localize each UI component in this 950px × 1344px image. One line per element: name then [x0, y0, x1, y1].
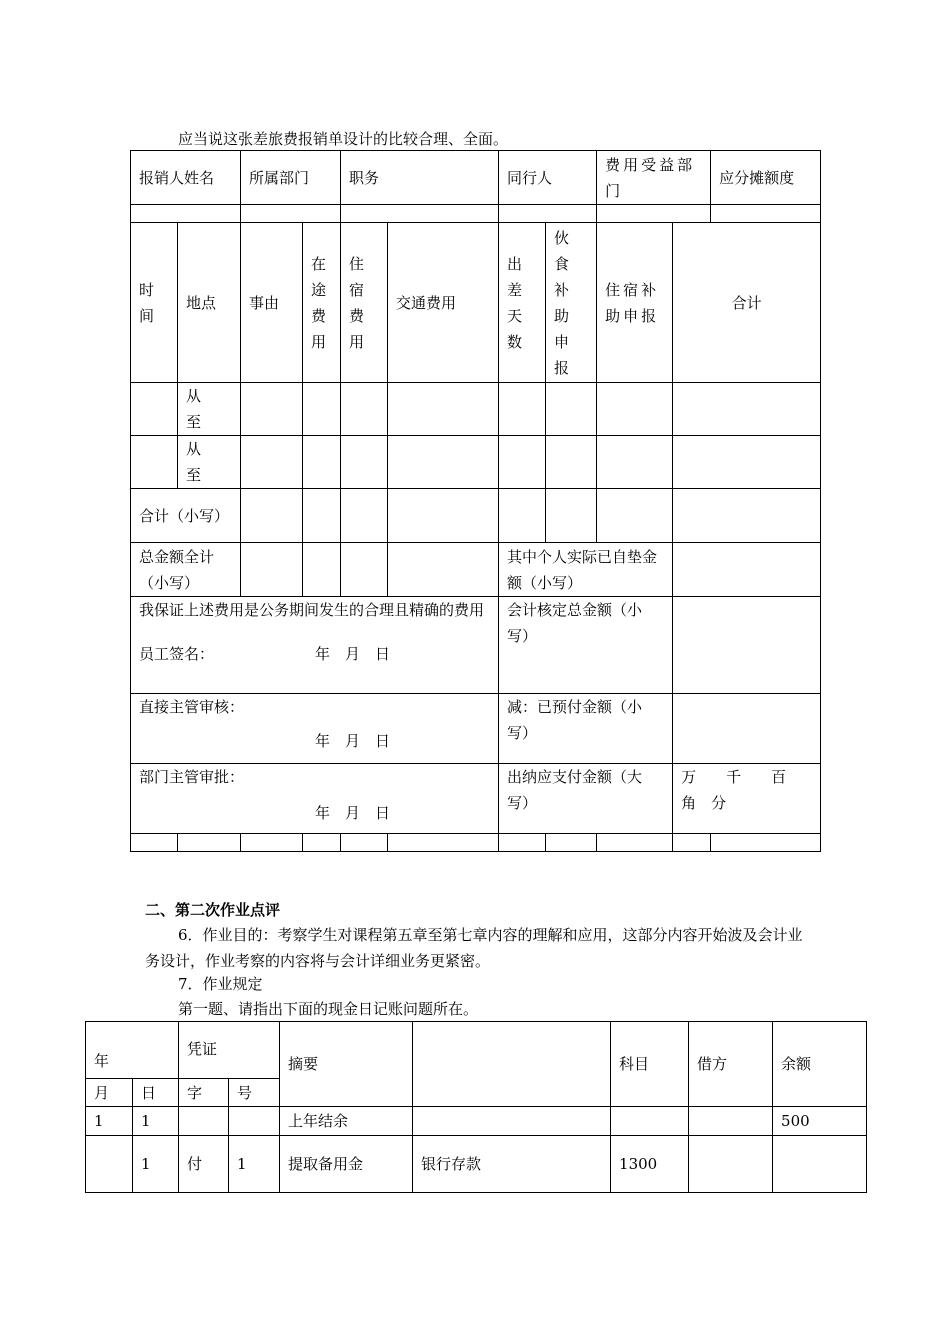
trip2-transport[interactable]	[388, 436, 499, 489]
lh-summary: 摘要	[280, 1022, 413, 1107]
trip1-to: 至	[186, 413, 202, 431]
foot-cell	[711, 834, 821, 852]
c-reason: 事由	[241, 223, 303, 383]
r1-month: 1	[86, 1107, 133, 1136]
r2-num: 1	[229, 1136, 280, 1193]
trip1-days[interactable]	[499, 383, 546, 436]
trip2-from: 从	[186, 440, 202, 458]
section2-p7: 7．作业规定	[178, 975, 263, 993]
sub-lodge-allow[interactable]	[597, 489, 673, 543]
c-lodging-text: 住宿费用	[349, 254, 365, 351]
cashier-units: 万 千 百 角 分	[673, 764, 821, 834]
lh-num: 号	[229, 1079, 280, 1107]
val-position[interactable]	[341, 205, 499, 223]
r1-debit	[689, 1107, 773, 1136]
pledge-text: 我保证上述费用是公务期间发生的合理且精确的费用	[139, 601, 485, 619]
r2-day: 1	[133, 1136, 179, 1193]
foot-cell	[131, 834, 178, 852]
c-meal	[546, 223, 597, 383]
trip1-transit[interactable]	[303, 383, 341, 436]
foot-cell	[673, 834, 711, 852]
h-beneficiary: 费用受益部门	[597, 151, 711, 205]
foot-cell	[178, 834, 241, 852]
c-transport: 交通费用	[388, 223, 499, 383]
expense-form-table	[130, 150, 821, 852]
c-time	[131, 223, 178, 383]
supervisor-label: 直接主管审核：	[139, 698, 245, 716]
trip2-time[interactable]	[131, 436, 178, 489]
sub-days[interactable]	[499, 489, 546, 543]
c-lodge-allow: 住宿补助申报	[597, 223, 673, 383]
section2-q1: 第一题、请指出下面的现金日记账问题所在。	[178, 1000, 479, 1018]
trip1-total[interactable]	[673, 383, 821, 436]
c-days	[499, 223, 546, 383]
dept-head-date: 年 月 日	[315, 804, 391, 822]
trip1-lodge-allow[interactable]	[597, 383, 673, 436]
section2-p6: 6．作业目的：考察学生对课程第五章至第七章内容的理解和应用，这部分内容开始波及会计业务设计，作业考察的内容将与会计详细业务更紧密。	[145, 926, 803, 970]
h-position: 职务	[341, 151, 499, 205]
r1-balance: 500	[773, 1107, 867, 1136]
sign-date: 年 月 日	[315, 645, 391, 663]
c-transit-text: 在途费用	[311, 254, 327, 351]
self-paid-label: 其中个人实际已自垫金额（小写）	[499, 543, 673, 597]
r2-month	[86, 1136, 133, 1193]
r2-debit	[689, 1136, 773, 1193]
dept-head-label: 部门主管审批：	[139, 768, 245, 786]
foot-cell	[241, 834, 303, 852]
h-name: 报销人姓名	[131, 151, 241, 205]
c-total: 合计	[673, 223, 821, 383]
trip2-transit[interactable]	[303, 436, 341, 489]
trip2-days[interactable]	[499, 436, 546, 489]
acct-total-label: 会计核定总金额（小写）	[499, 597, 673, 694]
trip2-place	[178, 436, 241, 489]
trip1-lodging[interactable]	[341, 383, 388, 436]
trip1-transport[interactable]	[388, 383, 499, 436]
r1-num	[229, 1107, 280, 1136]
r1-day: 1	[133, 1107, 179, 1136]
sub-total[interactable]	[673, 489, 821, 543]
grand-total-label: 总金额全计（小写）	[131, 543, 241, 597]
lh-day: 日	[133, 1079, 179, 1107]
val-beneficiary[interactable]	[597, 205, 711, 223]
sub-reason[interactable]	[241, 489, 303, 543]
lh-account: 科目	[611, 1022, 689, 1107]
trip2-meal[interactable]	[546, 436, 597, 489]
c-days-text: 出差天数	[507, 254, 523, 351]
lh-month: 月	[86, 1079, 133, 1107]
cashier-label: 出纳应支付金额（大写）	[499, 764, 673, 834]
intro-text: 应当说这张差旅费报销单设计的比较合理、全面。	[178, 130, 509, 148]
r2-balance	[773, 1136, 867, 1193]
trip1-place	[178, 383, 241, 436]
r1-summary: 上年结余	[280, 1107, 413, 1136]
r2-word: 付	[179, 1136, 229, 1193]
trip1-from: 从	[186, 387, 202, 405]
foot-cell	[341, 834, 388, 852]
section2-title: 二、第二次作业点评	[145, 901, 281, 919]
sign-line	[139, 641, 490, 667]
trip2-lodge-allow[interactable]	[597, 436, 673, 489]
val-share[interactable]	[711, 205, 821, 223]
r2-extra: 银行存款	[413, 1136, 611, 1193]
lh-year: 年	[86, 1022, 179, 1079]
sub-transit[interactable]	[303, 489, 341, 543]
h-share: 应分摊额度	[711, 151, 821, 205]
grand-d[interactable]	[388, 543, 499, 597]
foot-cell	[546, 834, 597, 852]
acct-total-value[interactable]	[673, 597, 821, 694]
lh-balance: 余额	[773, 1022, 867, 1107]
trip2-total[interactable]	[673, 436, 821, 489]
pledge-cell	[131, 597, 499, 694]
val-companion[interactable]	[499, 205, 597, 223]
h-companion: 同行人	[499, 151, 597, 205]
r2-summary: 提取备用金	[280, 1136, 413, 1193]
r1-word	[179, 1107, 229, 1136]
lh-word: 字	[179, 1079, 229, 1107]
trip1-meal[interactable]	[546, 383, 597, 436]
r1-account	[611, 1107, 689, 1136]
c-meal-text: 伙食补助申报	[554, 228, 570, 377]
val-name[interactable]	[131, 205, 241, 223]
c-transit	[303, 223, 341, 383]
sign-label: 员工签名：	[139, 645, 215, 663]
trip1-time[interactable]	[131, 383, 178, 436]
r2-account: 1300	[611, 1136, 689, 1193]
r1-extra	[413, 1107, 611, 1136]
foot-cell	[303, 834, 341, 852]
lh-voucher: 凭证	[179, 1022, 280, 1079]
prepaid-label: 减：已预付金额（小写）	[499, 694, 673, 764]
cash-journal-table	[85, 1021, 867, 1193]
foot-cell	[388, 834, 499, 852]
c-time-text: 时间	[139, 280, 155, 325]
subtotal-label: 合计（小写）	[131, 489, 241, 543]
h-dept: 所属部门	[241, 151, 341, 205]
foot-cell	[499, 834, 546, 852]
sub-lodging[interactable]	[341, 489, 388, 543]
self-paid-value[interactable]	[673, 543, 821, 597]
lh-blank	[413, 1022, 611, 1107]
c-lodging	[341, 223, 388, 383]
trip2-reason[interactable]	[241, 436, 303, 489]
c-place: 地点	[178, 223, 241, 383]
grand-c[interactable]	[341, 543, 388, 597]
prepaid-value[interactable]	[673, 694, 821, 764]
lh-debit: 借方	[689, 1022, 773, 1107]
grand-b[interactable]	[303, 543, 341, 597]
trip1-reason[interactable]	[241, 383, 303, 436]
val-dept[interactable]	[241, 205, 341, 223]
supervisor-date: 年 月 日	[315, 732, 391, 750]
trip2-lodging[interactable]	[341, 436, 388, 489]
trip2-to: 至	[186, 466, 202, 484]
supervisor-cell	[131, 694, 499, 764]
dept-head-cell	[131, 764, 499, 834]
grand-a[interactable]	[241, 543, 303, 597]
foot-cell	[597, 834, 673, 852]
sub-transport[interactable]	[388, 489, 499, 543]
sub-meal[interactable]	[546, 489, 597, 543]
